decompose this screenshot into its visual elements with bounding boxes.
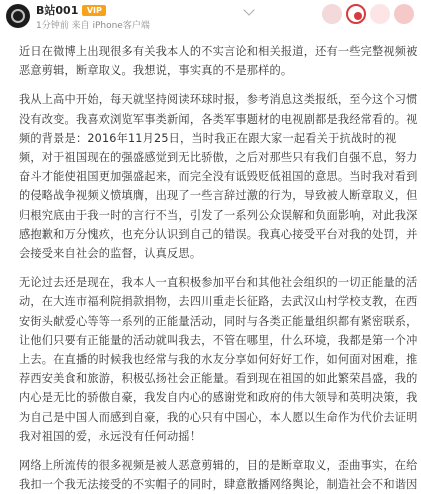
post-header	[0, 0, 421, 36]
post-paragraph: 无论过去还是现在，我本人一直积极参加平台和其他社会组织的一切正能量的活动，在大连市福利院捐款捐物，去四川重走长征路，去武汉山村学校支教，在西安街头献爱心等等一系列的正能量活动，同时与各类正能量组织都有紧密联系，让他们只要有正能量的活动就叫我去，不管在哪里，什么环境，我都是第一个冲上去。在直播的时候我也经常与我的水友分享如何好好工作，如何面对困难，推荐西安美食和旅游，积极弘扬社会正能量。看到现在祖国的如此繁荣昌盛，我的内心是无比的骄傲自豪，我发自内心的感谢党和政府的伟大领导和英明决策，我为自己是中国人而感到自豪，我的心只有中国心，本人愿以生命作为代价去证明我对祖国的爱，永远没有任何动摇！	[19, 276, 418, 443]
post-body	[19, 42, 419, 494]
post-paragraph: 我从上高中开始，每天就坚持阅读环球时报，参考消息这类报纸，至今这个习惯没有改变。我喜欢浏览军事类新闻，各类军事题材的电视剧都是我经常看的。视频的背景是：2016年11月25日，当时我正在跟大家一起看关于抗战时的视频，对于祖国现在的强盛感觉到无比骄傲，之后对那些只有我们自强不息，努力奋斗才能使祖国更加强盛起来，而完全没有诋毁贬低祖国的意思。当时我对看到的侵略战争视频义愤填膺，出现了一些言辞过激的行为，导致被人断章取义，但归根究底由于我一时的言行不当，引发了一系列公众误解和负面影响，对此我深感抱歉和万分愧疚，也充分认识到自己的错误。我真心接受平台对我的处罚，并会接受来自社会的监督，认真反思。	[19, 93, 418, 261]
decoration-icon	[346, 4, 366, 24]
post-meta: 1分钟前 来自 iPhone客户端	[36, 21, 150, 31]
post-paragraph: 网络上所流传的很多视频是被人恶意剪辑的，目的是断章取义，歪曲事实，在给我扣一个我无法接受的不实帽子的同时，肆意散播网络舆论，制造社会不和谐因	[19, 459, 418, 492]
author-row	[36, 2, 106, 18]
author-name[interactable]: B站001	[36, 4, 79, 17]
decoration-icon	[322, 4, 342, 24]
decoration-icon	[394, 4, 414, 24]
post-paragraph: 近日在微博上出现很多有关我本人的不实言论和相关报道，还有一些完整视频被恶意剪辑，断章取义。我想说，事实真的不是那样的。	[19, 45, 418, 78]
avatar-emblem	[11, 9, 25, 23]
vip-badge: VIP	[82, 5, 106, 16]
decoration-icon	[370, 4, 390, 24]
author-avatar[interactable]	[6, 4, 30, 28]
chevron-down-icon[interactable]	[243, 4, 254, 15]
